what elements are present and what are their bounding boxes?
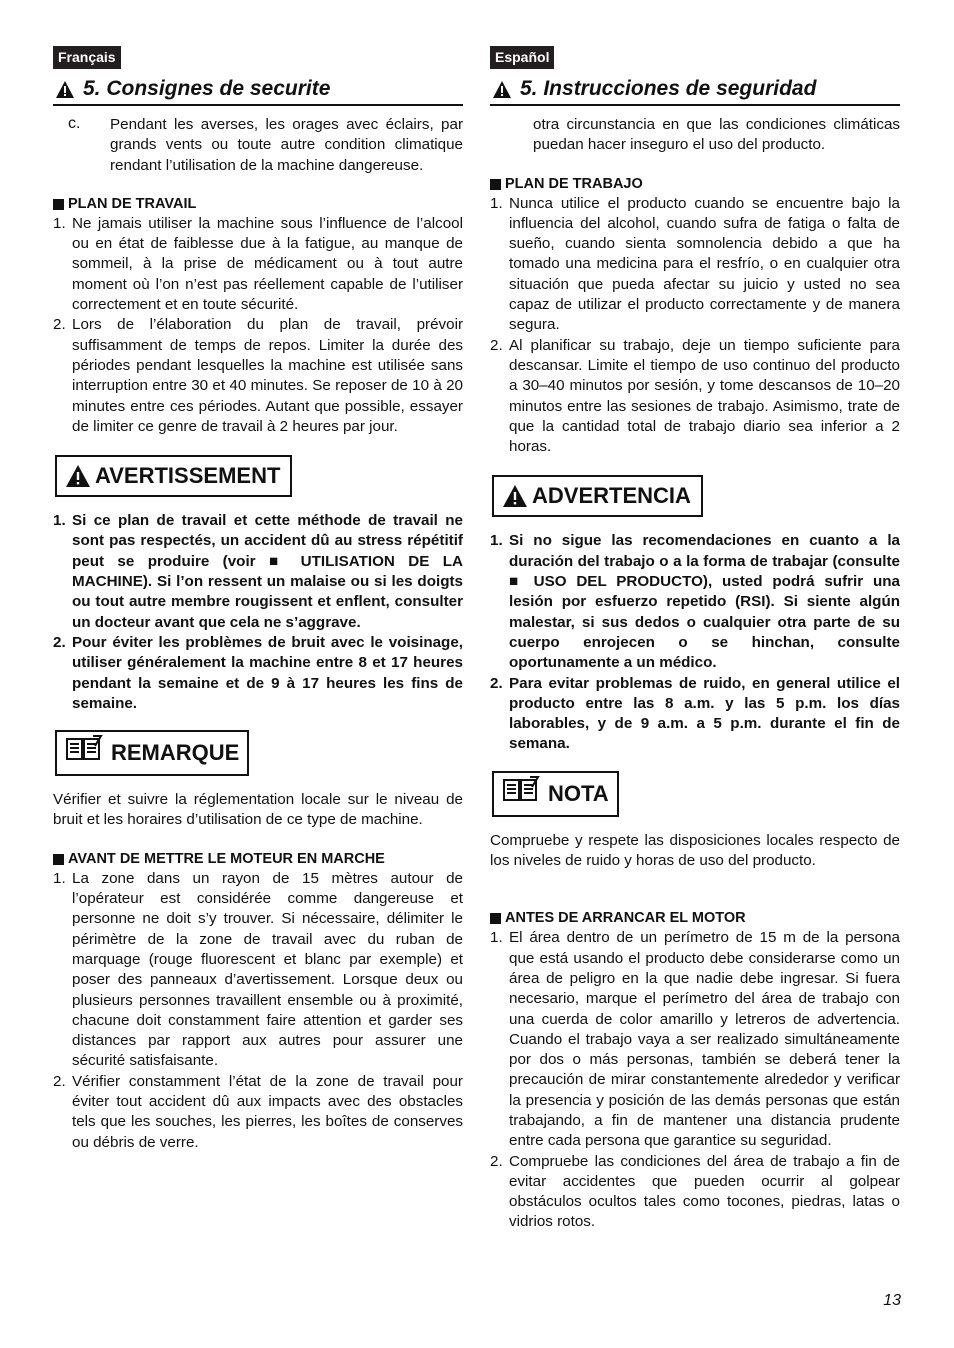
list-item: 2. Compruebe las condiciones del área de trabajo a fin de evitar accidentes que pueden ocurrir al golpear obstáculos ocultos tales como tocones, piedras, latas o vidrios rotos. xyxy=(490,1152,900,1231)
before-heading-text: ANTES DE ARRANCAR EL MOTOR xyxy=(505,910,746,927)
list-item: 2. Para evitar problemas de ruido, en general utilice el producto entre las 8 a.m. y las 5 p.m. los días laborables, y de 9 a.m. a 5 p.m. durante el fin de semana. xyxy=(490,674,900,753)
warning-box xyxy=(55,455,292,497)
section-title xyxy=(490,76,900,106)
section-title-text: 5. Consignes de securite xyxy=(83,77,331,100)
note-label: NOTA xyxy=(548,780,609,806)
intro-item xyxy=(53,115,463,176)
spanish-column xyxy=(490,46,900,1233)
note-label: REMARQUE xyxy=(111,740,240,766)
warning-triangle-icon xyxy=(502,484,528,508)
before-list xyxy=(53,869,463,1153)
list-item: 1. El área dentro de un perímetro de 15 m de la persona que está usando el producto debe considerarse como un área de peligro en la que nadie debe ingresar. Si fuera necesario, marque el perímetro del área de trabajo con una cuerda de color amarillo y letreros de advertencia. Cuando el trabajo vaya a ser realizado simultáneamente por dos o más personas, también se deberá tener la precaución de mirar constantemente alrededor y verificar la presencia y posición de las demás personas que están trabajando, a fin de mantener una distancia prudente entre cada persona que garantice su seguridad. xyxy=(490,929,900,1150)
warning-box xyxy=(492,475,703,517)
intro-text: otra circunstancia en que las condiciones climáticas puedan hacer inseguro el uso del producto. xyxy=(533,116,900,154)
section-title-text: 5. Instrucciones de seguridad xyxy=(520,77,817,100)
before-heading xyxy=(53,850,463,869)
intro-text: Pendant les averses, les orages avec éclairs, par grands vents ou toute autre condition climatique rendant l’utilisation de la machine dangereuse. xyxy=(110,116,463,174)
plan-heading xyxy=(490,175,900,194)
plan-heading-text: PLAN DE TRABAJO xyxy=(505,175,643,192)
language-tag: Français xyxy=(53,46,121,69)
list-item: 1. Ne jamais utiliser la machine sous l’influence de l’alcool ou en état de faiblesse due à la fatigue, au manque de sommeil, à la prise de médicament ou à tout autre moment où l’on n’est pas réellement capable de l’utiliser correctement et en toute sécurité. xyxy=(53,214,463,314)
list-item: 2. Al planificar su trabajo, deje un tiempo suficiente para descansar. Limite el tiempo de uso continuo del producto a 30–40 minutos por sesión, y tome descansos de 10–20 minutos entre las sesiones de trabajo. Asimismo, trate de que la cantidad total de trabajo diario sea inferior a 2 horas. xyxy=(490,336,900,456)
before-heading-text: AVANT DE METTRE LE MOTEUR EN MARCHE xyxy=(68,850,385,867)
warning-label: AVERTISSEMENT xyxy=(95,463,281,489)
warning-triangle-icon xyxy=(492,80,512,99)
list-item: 2. Pour éviter les problèmes de bruit avec le voisinage, utiliser généralement la machine entre 8 et 17 heures pendant la semaine et de 9 à 17 heures les fins de semaine. xyxy=(53,633,463,712)
before-heading xyxy=(490,909,900,928)
french-column xyxy=(53,46,463,1153)
square-bullet-icon xyxy=(490,179,501,190)
plan-list xyxy=(53,214,463,437)
list-item: 2. Vérifier constamment l’état de la zone de travail pour éviter tout accident dû aux impacts avec des obstacles tels que les souches, les pierres, les boîtes de conserves ou débris de verre. xyxy=(53,1072,463,1151)
before-list xyxy=(490,928,900,1232)
note-box xyxy=(492,771,619,817)
book-note-icon xyxy=(502,775,540,813)
warning-label: ADVERTENCIA xyxy=(532,483,691,509)
intro-label: c. xyxy=(68,115,81,132)
plan-heading-text: PLAN DE TRAVAIL xyxy=(68,195,197,212)
list-item: 2. Lors de l’élaboration du plan de travail, prévoir suffisamment de temps de repos. Limiter la durée des périodes pendant lesquelles la machine est utilisée sans interruption entre 30 et 40 minutes. Se reposer de 10 à 20 minutes entre ces périodes. Autant que possible, essayer de limiter ce genre de travail à 2 heures par jour. xyxy=(53,316,463,435)
book-note-icon xyxy=(65,734,103,772)
note-box xyxy=(55,730,249,776)
list-item: 1. Nunca utilice el producto cuando se encuentre bajo la influencia del alcohol, cuando sufra de fatiga o falta de sueño, cuando sienta somnolencia debido a que ha tomado una medicina para el resfrío, o en cualquier otra situación que pueda afectar su juicio y usted no sea capaz de utilizar el producto correctamente y de manera segura. xyxy=(490,194,900,334)
warning-list xyxy=(53,511,463,714)
square-bullet-icon xyxy=(53,854,64,865)
note-text: Vérifier et suivre la réglementation locale sur le niveau de bruit et les horaires d’utilisation de ce type de machine. xyxy=(53,791,463,829)
page-number: 13 xyxy=(883,1292,901,1309)
language-tag: Español xyxy=(490,46,554,69)
plan-list xyxy=(490,194,900,458)
section-title xyxy=(53,76,463,106)
plan-heading xyxy=(53,195,463,214)
list-item: 1. Si ce plan de travail et cette méthode de travail ne sont pas respectés, un accident dû au stress répétitif peut se produire (voir ■ UTILISATION DE LA MACHINE). Si l’on ressent un malaise ou si les doigts ou tout autre membre rougissent et enflent, consulter un docteur avant que cela ne s’aggrave. xyxy=(53,512,463,631)
list-item: 1. Si no sigue las recomendaciones en cuanto a la duración del trabajo o a la forma de trabajar (consulte ■ USO DEL PRODUCTO), usted podrá sufrir una lesión por esfuerzo repetido (RSI). Si siente algún malestar, si sus dedos o cualquier otra parte de su cuerpo enrojecen o se hinchan, consulte oportunamente a un médico. xyxy=(490,532,900,672)
warning-triangle-icon xyxy=(55,80,75,99)
square-bullet-icon xyxy=(490,913,501,924)
square-bullet-icon xyxy=(53,199,64,210)
warning-list xyxy=(490,531,900,754)
list-item: 1. La zone dans un rayon de 15 mètres autour de l’opérateur est considérée comme dangereuse et personne ne doit s’y trouver. Si nécessaire, délimiter le périmètre de la zone de travail avec du ruban de marquage (rouge fluorescent et blanc par exemple) et poser des panneaux d’avertissement. Lorsque deux ou plusieurs personnes travaillent ensemble ou à proximité, chacune doit constamment faire attention et garder ses distances par rapport aux autres pour assurer une sécurité satisfaisante. xyxy=(53,869,463,1070)
warning-triangle-icon xyxy=(65,464,91,488)
note-text: Compruebe y respete las disposiciones locales respecto de los niveles de ruido y horas de uso del producto. xyxy=(490,831,900,870)
